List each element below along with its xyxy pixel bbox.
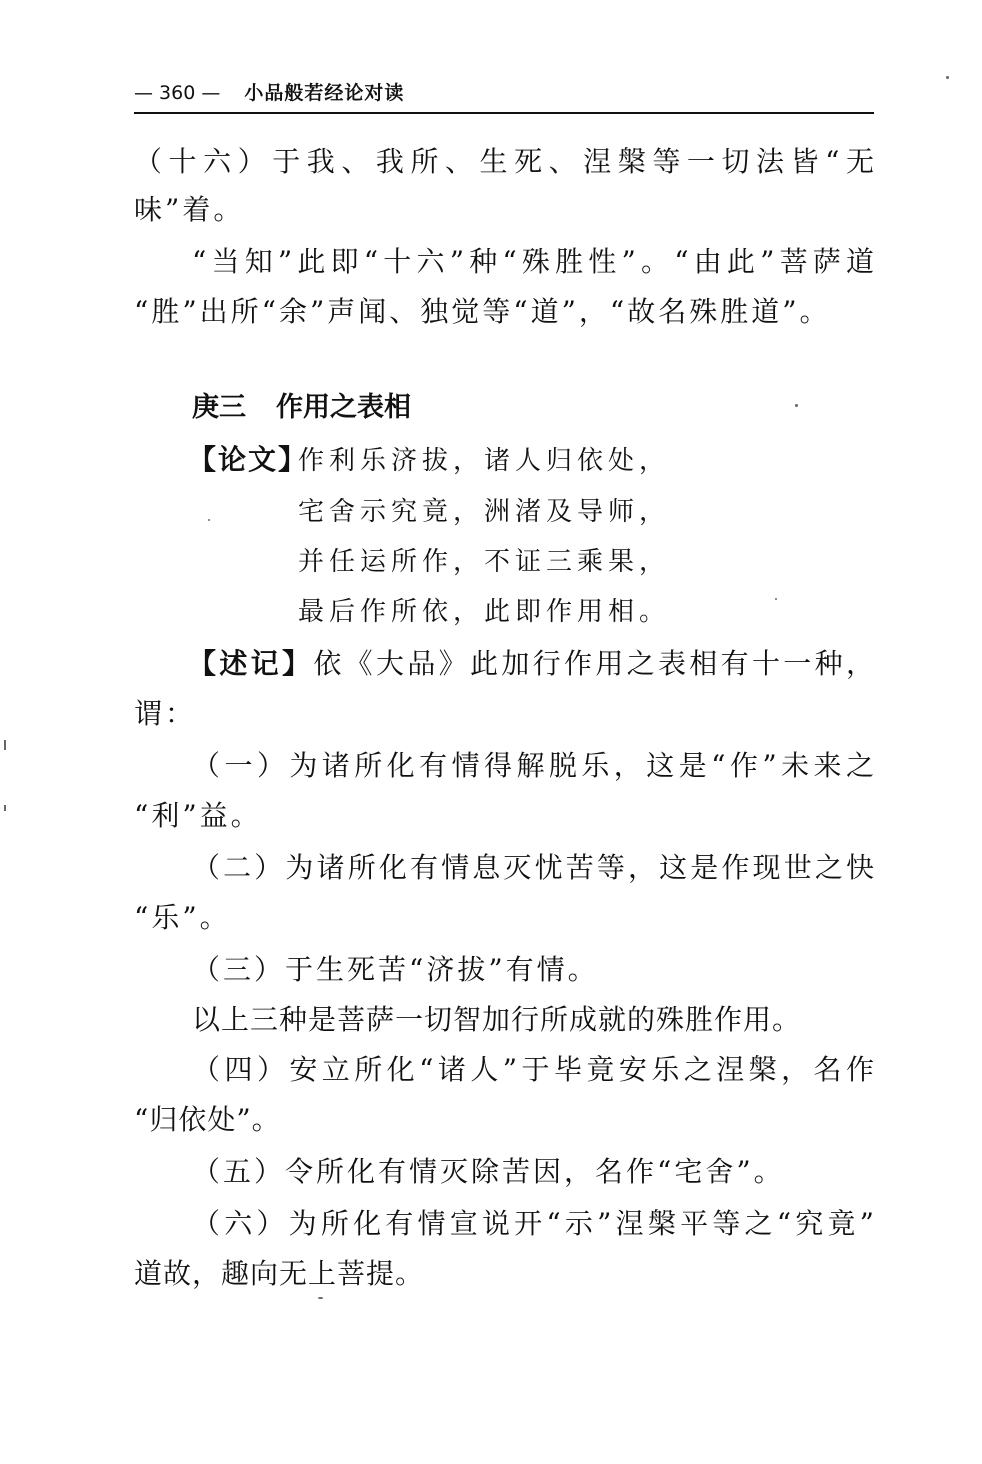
item-2-line-2: “乐”。 [134, 901, 231, 934]
commentary-text: 依《大品》此加行作用之表相有十一种， [313, 647, 874, 680]
verse-line-2: 宅舍示究竟，洲渚及导师， [298, 497, 671, 527]
running-header [134, 78, 874, 114]
item-3-line-1: （三）于生死苦“济拔”有情。 [192, 953, 599, 986]
section-number: 庚三 [192, 392, 246, 423]
commentary-line-2: 谓： [134, 697, 197, 730]
scan-speck [946, 76, 949, 79]
item-4-line-1: （四）安立所化“诸人”于毕竟安乐之涅槃，名作 [192, 1053, 874, 1086]
page-number: — 360 — [134, 82, 221, 104]
scan-speck [208, 519, 210, 521]
scan-speck [795, 404, 798, 407]
item-4-line-2: “归依处”。 [134, 1103, 281, 1136]
summary-line-1: “当知”此即“十六”种“殊胜性”。“由此”菩萨道 [192, 245, 874, 278]
commentary-label: 【述记】 [188, 647, 314, 680]
verse-line-4: 最后作所依，此即作用相。 [298, 597, 671, 627]
item-6-line-1: （六）为所化有情宣说开“示”涅槃平等之“究竟” [192, 1207, 874, 1240]
item-1-line-1: （一）为诸所化有情得解脱乐，这是“作”未来之 [192, 749, 874, 782]
paragraph-16-line-2: 味”着。 [134, 193, 245, 226]
summary-three: 以上三种是菩萨一切智加行所成就的殊胜作用。 [192, 1003, 802, 1036]
scan-speck [318, 1297, 323, 1299]
book-title: 小品般若经论对读 [244, 82, 405, 104]
item-1-line-2: “利”益。 [134, 799, 262, 832]
summary-line-2: “胜”出所“余”声闻、独觉等“道”，“故名殊胜道”。 [134, 295, 831, 328]
scan-speck [4, 740, 6, 750]
item-5-line-1: （五）令所化有情灭除苦因，名作“宅舍”。 [192, 1155, 785, 1188]
scan-speck [4, 805, 6, 811]
section-heading [192, 388, 411, 428]
paragraph-16-line-1: （十六）于我、我所、生死、涅槃等一切法皆“无 [134, 145, 874, 178]
verse-line-3: 并任运所作，不证三乘果， [298, 547, 671, 577]
treatise-tag [188, 440, 308, 480]
verse-line-1: 作利乐济拔，诸人归依处， [298, 446, 671, 476]
item-2-line-1: （二）为诸所化有情息灭忧苦等，这是作现世之快 [192, 851, 874, 884]
treatise-label: 【论文】 [188, 443, 309, 476]
section-title: 作用之表相 [276, 392, 411, 423]
scan-speck [775, 598, 777, 600]
commentary-line-1 [188, 644, 874, 684]
item-6-line-2: 道故，趣向无上菩提。 [134, 1257, 425, 1290]
